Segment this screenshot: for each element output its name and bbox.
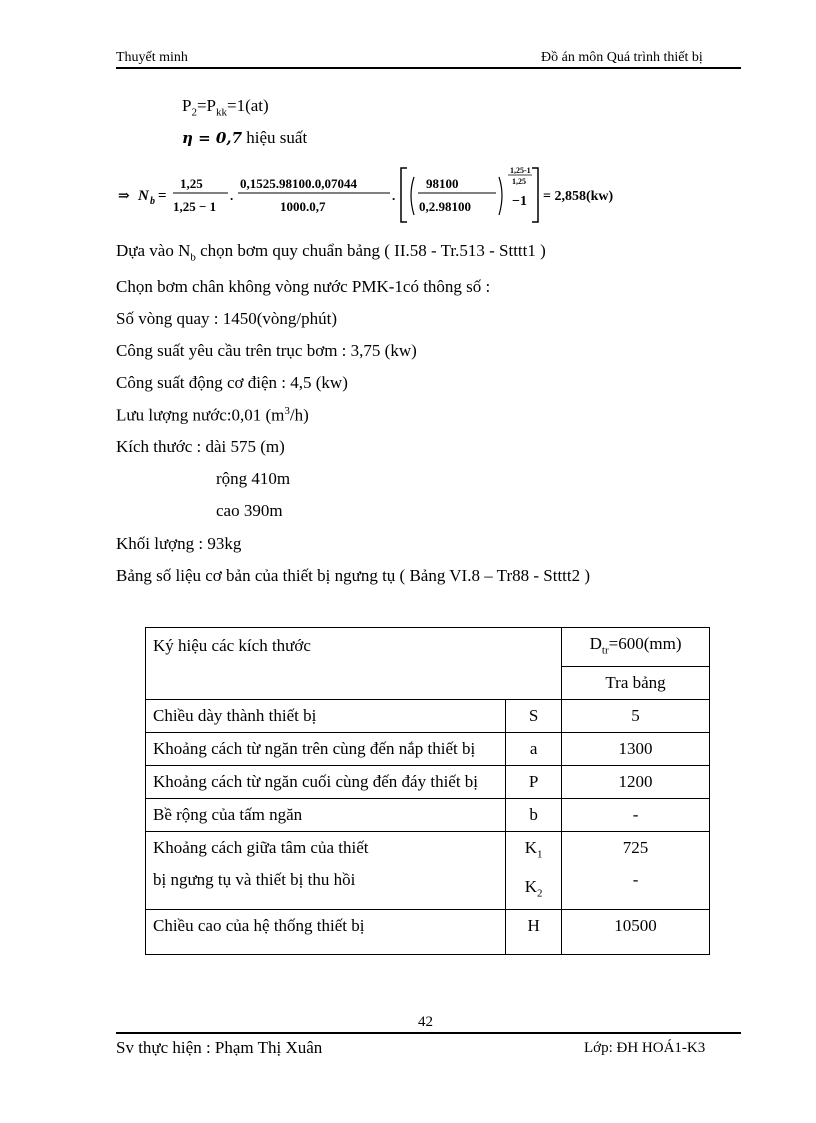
pump-choice-line: Chọn bơm chân không vòng nước PMK-1có thông số : bbox=[116, 277, 491, 296]
table-row bbox=[146, 832, 710, 910]
row-symbol: b bbox=[506, 799, 562, 832]
dimension-width-line: rộng 410m bbox=[216, 469, 291, 488]
row-symbol: S bbox=[506, 700, 562, 733]
rpm-line: Số vòng quay : 1450(vòng/phút) bbox=[116, 309, 337, 328]
row-label-line-1: Khoảng cách giữa tâm của thiết bbox=[153, 838, 369, 858]
power-formula bbox=[118, 165, 638, 225]
row-symbol: a bbox=[506, 733, 562, 766]
formula-svg bbox=[118, 165, 638, 225]
pump-selection-line: Dựa vào $N_b$ chọn bơm quy chuẩn bảng ( II.58 - Tr.513 - Stttt1 ) bbox=[116, 241, 546, 264]
svg-text:1,25: 1,25 bbox=[512, 177, 526, 186]
row-symbol: H bbox=[506, 910, 562, 955]
row-label: Khoảng cách từ ngăn cuối cùng đến đáy thiết bị bbox=[146, 766, 506, 799]
row-symbol bbox=[506, 832, 562, 910]
row-label bbox=[146, 832, 506, 910]
svg-text:.: . bbox=[392, 188, 396, 203]
svg-text:N: N bbox=[138, 188, 149, 204]
value-k2: - bbox=[632, 870, 639, 890]
svg-text:=: = bbox=[158, 188, 167, 204]
svg-text:1000.0,7: 1000.0,7 bbox=[280, 199, 326, 214]
dimension-height-line: cao 390m bbox=[216, 501, 283, 520]
svg-text:1,25-1: 1,25-1 bbox=[510, 166, 531, 175]
efficiency-text: hiệu suất bbox=[246, 128, 308, 147]
header-dimension: $D_{tr}=600(mm)$ bbox=[562, 628, 710, 667]
table-row bbox=[146, 799, 710, 832]
value-k1: 725 bbox=[622, 838, 649, 858]
row-value: 5 bbox=[562, 700, 710, 733]
header-rule bbox=[116, 67, 741, 69]
table-row bbox=[146, 700, 710, 733]
table-row bbox=[146, 766, 710, 799]
header-left: Thuyết minh bbox=[116, 50, 188, 65]
svg-text:−1: −1 bbox=[512, 194, 527, 209]
condenser-spec-table bbox=[145, 627, 710, 955]
svg-text:1,25 − 1: 1,25 − 1 bbox=[173, 199, 217, 214]
pressure-line: $P_2=P_{kk}=1(at)$ bbox=[182, 96, 269, 119]
row-value bbox=[562, 832, 710, 910]
dimension-length-line: Kích thước : dài 575 (m) bbox=[116, 437, 285, 456]
table-row bbox=[146, 733, 710, 766]
row-label: Chiều dày thành thiết bị bbox=[146, 700, 506, 733]
footer-author: Sv thực hiện : Phạm Thị Xuân bbox=[116, 1038, 323, 1057]
header-sub: Tra bảng bbox=[562, 667, 710, 700]
table-header-row bbox=[146, 628, 710, 667]
svg-text:1,25: 1,25 bbox=[180, 176, 203, 191]
footer-rule bbox=[116, 1032, 741, 1034]
row-value: 10500 bbox=[562, 910, 710, 955]
row-symbol: P bbox=[506, 766, 562, 799]
row-label: Chiều cao của hệ thống thiết bị bbox=[146, 910, 506, 955]
svg-text:98100: 98100 bbox=[426, 176, 459, 191]
svg-text:0,2.98100: 0,2.98100 bbox=[419, 199, 471, 214]
footer-class: Lớp: ĐH HOÁ1-K3 bbox=[584, 1040, 706, 1056]
svg-text:0,1525.98100.0,07044: 0,1525.98100.0,07044 bbox=[240, 176, 357, 191]
symbol-k1: $K_1$ bbox=[524, 838, 543, 861]
mass-line: Khối lượng : 93kg bbox=[116, 534, 242, 553]
shaft-power-line: Công suất yêu cầu trên trục bơm : 3,75 (kw) bbox=[116, 341, 417, 360]
motor-power-line: Công suất động cơ điện : 4,5 (kw) bbox=[116, 373, 348, 392]
table-row bbox=[146, 910, 710, 955]
svg-text:.: . bbox=[230, 188, 234, 203]
row-value: 1200 bbox=[562, 766, 710, 799]
row-label: Bề rộng của tấm ngăn bbox=[146, 799, 506, 832]
svg-text:= 2,858(kw): = 2,858(kw) bbox=[543, 189, 614, 204]
row-label: Khoảng cách từ ngăn trên cùng đến nắp thiết bị bbox=[146, 733, 506, 766]
table-caption: Bảng số liệu cơ bản của thiết bị ngưng tụ ( Bảng VI.8 – Tr88 - Stttt2 ) bbox=[116, 566, 591, 585]
efficiency-line: η = 0,7 hiệu suất bbox=[182, 128, 308, 147]
symbol-k2: $K_2$ bbox=[524, 876, 543, 900]
header-right: Đồ án môn Quá trình thiết bị bbox=[541, 50, 703, 65]
row-value: - bbox=[562, 799, 710, 832]
header-label: Ký hiệu các kích thước bbox=[146, 628, 562, 700]
svg-text:b: b bbox=[150, 196, 155, 207]
page-number: 42 bbox=[418, 1014, 433, 1030]
svg-text:⇒: ⇒ bbox=[118, 188, 130, 204]
row-label-line-2: bị ngưng tụ và thiết bị thu hồi bbox=[153, 870, 356, 890]
row-value: 1300 bbox=[562, 733, 710, 766]
flow-line: Lưu lượng nước:0,01 $(m^3/h)$ bbox=[116, 405, 309, 425]
